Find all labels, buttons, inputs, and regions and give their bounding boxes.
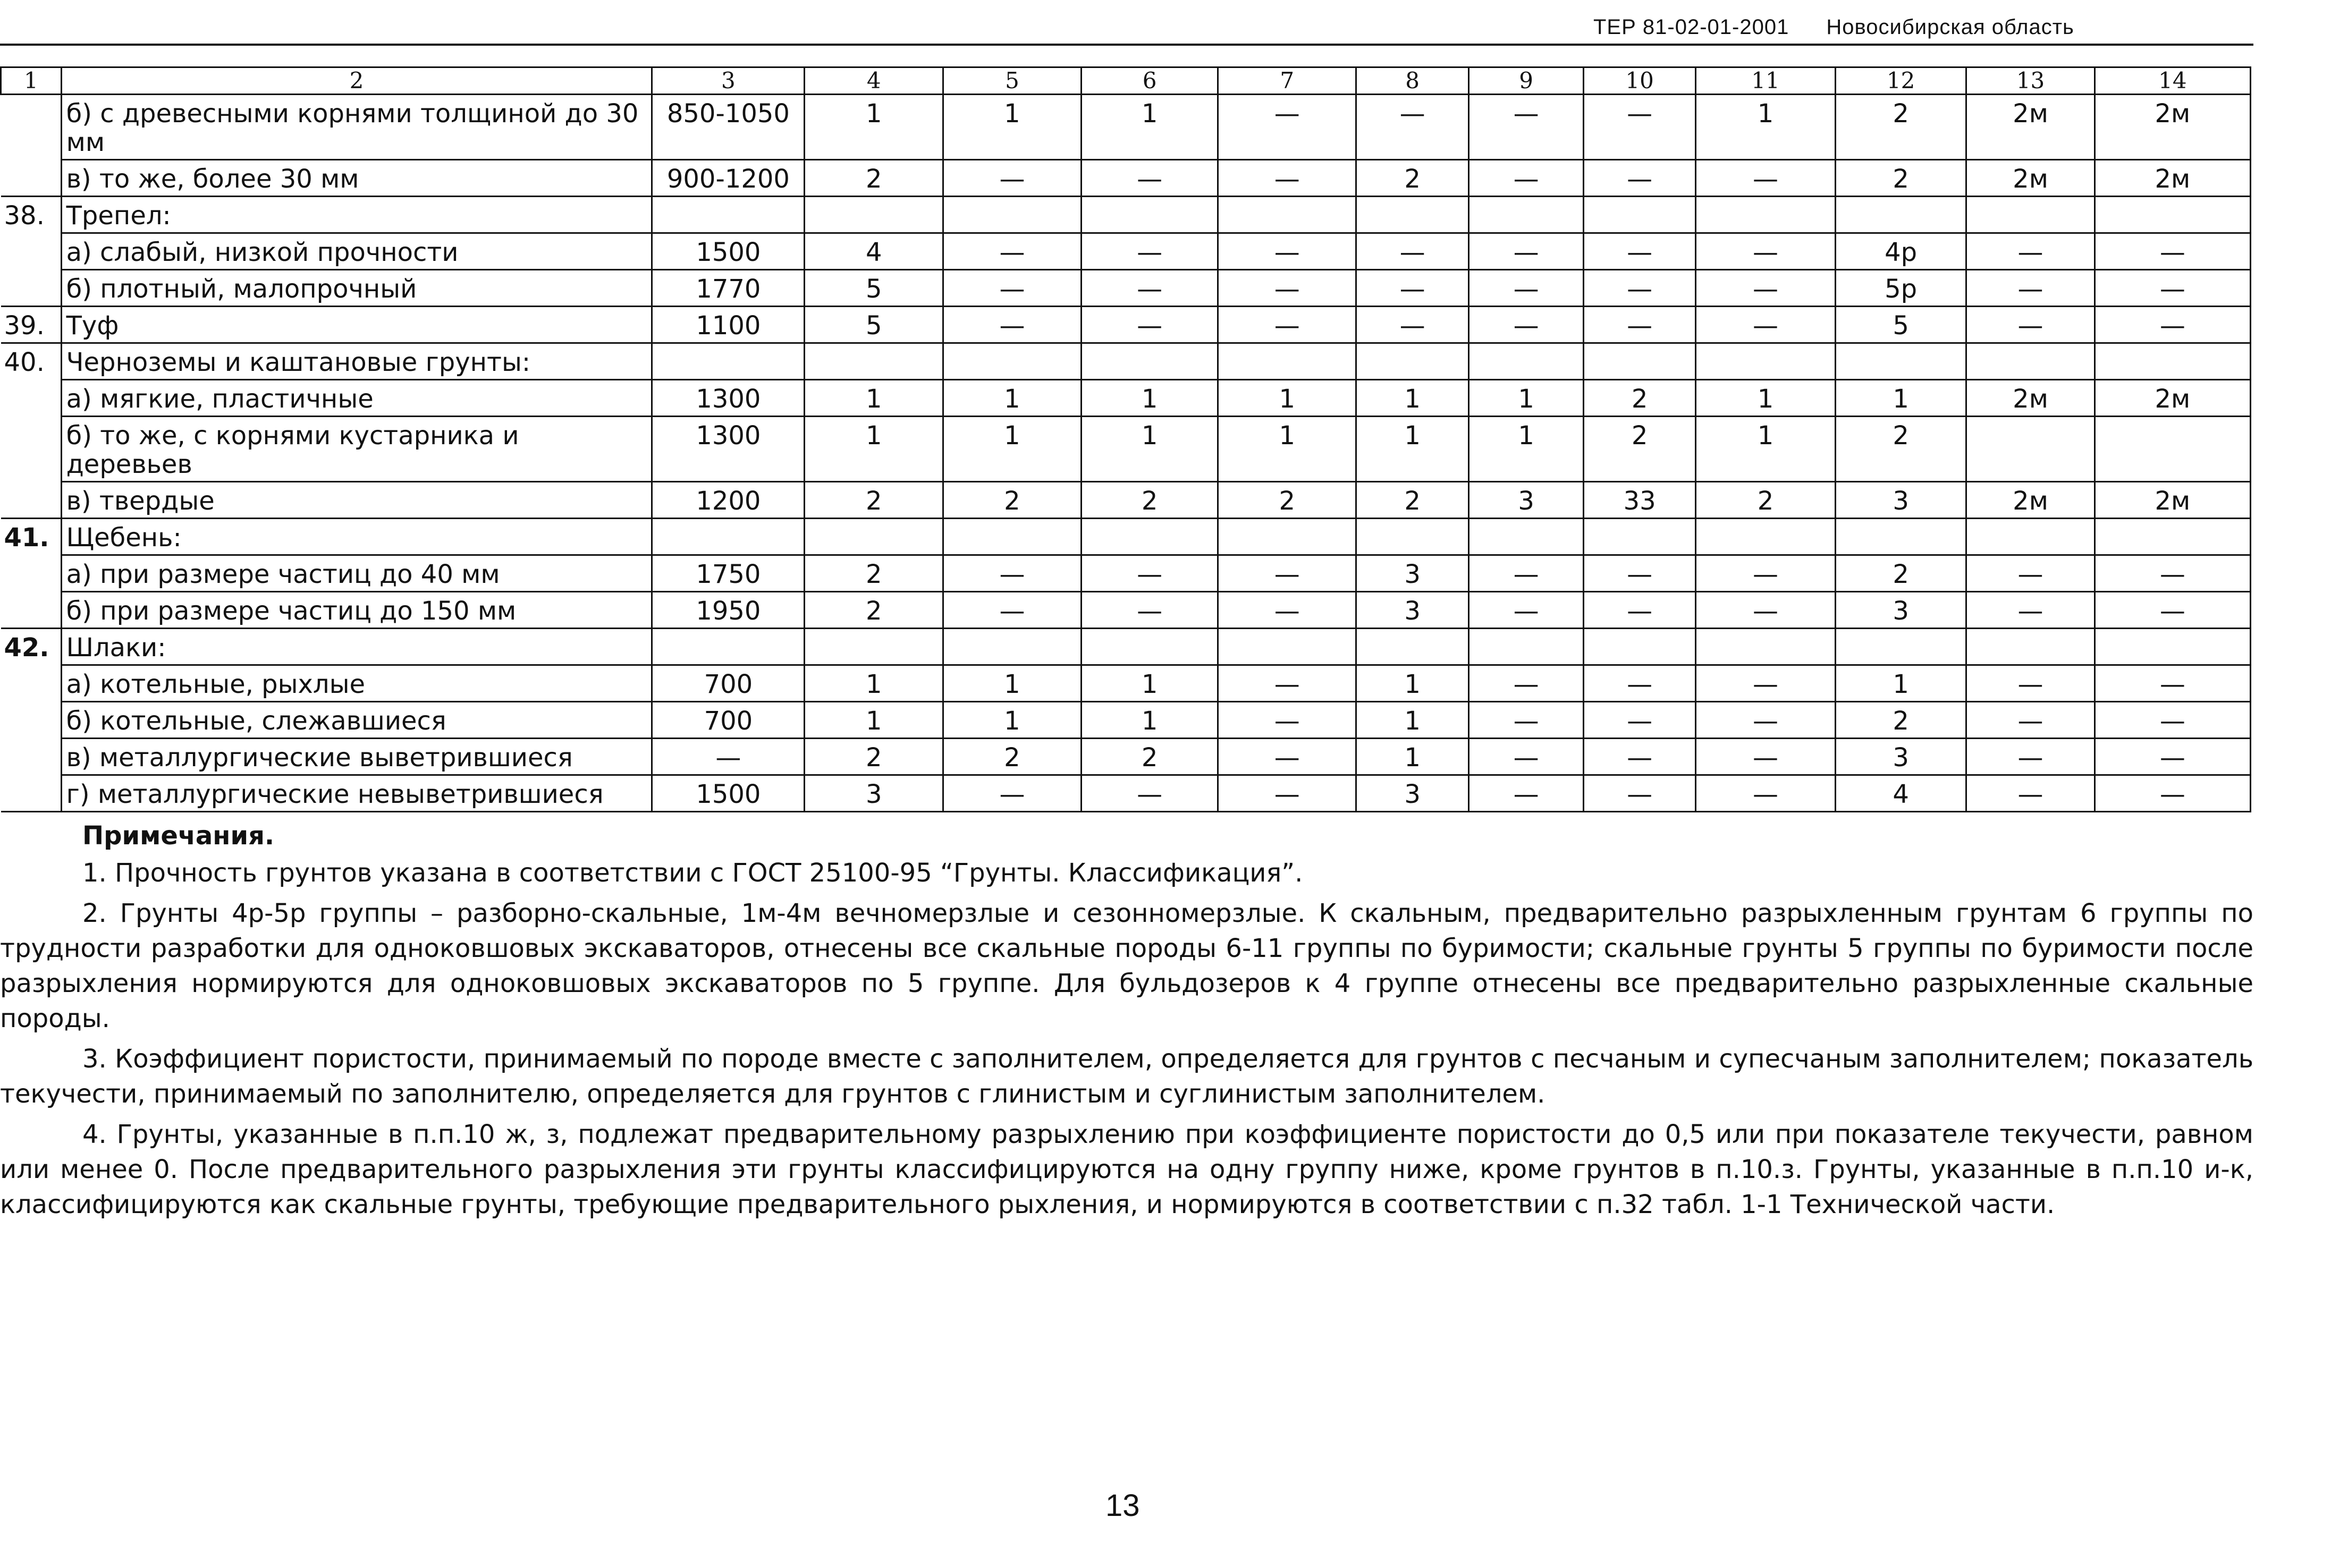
group-value-cell	[943, 629, 1082, 665]
group-value-cell: —	[1081, 555, 1218, 592]
group-value-cell: —	[1356, 270, 1469, 307]
group-value-cell	[1218, 519, 1356, 555]
group-value-cell: —	[2094, 775, 2250, 812]
group-value-cell: —	[1584, 555, 1696, 592]
group-value-cell: 1	[943, 380, 1082, 417]
note-paragraph: 2. Грунты 4р-5р группы – разборно-скальные, 1м-4м вечномерзлые и сезонномерзлые. К скальным, предварительно разрыхленным грунтам 6 группы по трудности разработки для одноковшовых экскаваторов, отнесены все скальные породы 6-11 группы по буримости; скальные грунты 5 группы по буримости после разрыхления нормируются для одноковшовых экскаваторов по 5 группе. Для бульдозеров к 4 группе отнесены все предварительно разрыхленные скальные породы.	[0, 899, 2253, 1033]
group-value-cell: 1	[805, 95, 943, 160]
group-value-cell: —	[1696, 233, 1836, 270]
group-value-cell: 2	[943, 739, 1082, 775]
group-value-cell	[1835, 519, 1966, 555]
density-cell: 1300	[652, 380, 805, 417]
group-value-cell: —	[1469, 307, 1584, 343]
column-number-cell: 1	[1, 67, 62, 95]
group-value-cell: 3	[1835, 592, 1966, 629]
group-value-cell: 2	[1081, 739, 1218, 775]
group-value-cell: 2м	[1966, 380, 2094, 417]
column-number-cell: 4	[805, 67, 943, 95]
document-code: ТЕР 81-02-01-2001	[1593, 15, 1789, 39]
item-number-cell: 42.	[1, 629, 62, 665]
density-cell: 1300	[652, 417, 805, 482]
group-value-cell: 2	[943, 482, 1082, 519]
item-number-cell	[1, 270, 62, 307]
item-number-cell: 39.	[1, 307, 62, 343]
group-value-cell: —	[1696, 307, 1836, 343]
group-value-cell: 1	[1696, 95, 1836, 160]
group-value-cell: 2	[1584, 380, 1696, 417]
item-number-cell	[1, 775, 62, 812]
column-number-row	[1, 67, 2251, 95]
group-value-cell: —	[2094, 555, 2250, 592]
column-number-cell: 2	[61, 67, 652, 95]
group-value-cell: 33	[1584, 482, 1696, 519]
table-row	[1, 307, 2251, 343]
group-value-cell: 1	[1081, 380, 1218, 417]
group-value-cell: —	[1696, 270, 1836, 307]
group-value-cell: 1	[1218, 417, 1356, 482]
item-number-cell	[1, 160, 62, 197]
group-value-cell	[2094, 197, 2250, 233]
soil-name-cell: б) то же, с корнями кустарника и деревьев	[61, 417, 652, 482]
column-number-cell: 13	[1966, 67, 2094, 95]
group-value-cell: —	[2094, 702, 2250, 739]
group-value-cell	[1584, 519, 1696, 555]
group-value-cell: 2	[1356, 160, 1469, 197]
soil-name-cell: Туф	[61, 307, 652, 343]
group-value-cell: 3	[1356, 592, 1469, 629]
group-value-cell: —	[1966, 270, 2094, 307]
group-value-cell: 1	[1835, 665, 1966, 702]
group-value-cell: —	[1584, 702, 1696, 739]
group-value-cell: 2м	[2094, 482, 2250, 519]
column-number-cell: 3	[652, 67, 805, 95]
group-value-cell: —	[1218, 95, 1356, 160]
table-row	[1, 482, 2251, 519]
table-row	[1, 519, 2251, 555]
group-value-cell: 5	[805, 270, 943, 307]
group-value-cell	[943, 519, 1082, 555]
group-value-cell: —	[1218, 775, 1356, 812]
group-value-cell: 2	[805, 592, 943, 629]
table-row	[1, 233, 2251, 270]
group-value-cell	[1081, 629, 1218, 665]
group-value-cell: 3	[1835, 482, 1966, 519]
group-value-cell: —	[943, 592, 1082, 629]
group-value-cell	[1584, 629, 1696, 665]
group-value-cell: 1	[805, 665, 943, 702]
soil-name-cell: б) плотный, малопрочный	[61, 270, 652, 307]
group-value-cell: —	[1218, 739, 1356, 775]
item-number-cell: 38.	[1, 197, 62, 233]
page-header	[1593, 9, 2252, 39]
group-value-cell: 5	[1835, 307, 1966, 343]
soil-name-cell: в) то же, более 30 мм	[61, 160, 652, 197]
group-value-cell: 1	[1356, 380, 1469, 417]
group-value-cell	[1696, 343, 1836, 380]
group-value-cell	[1966, 197, 2094, 233]
group-value-cell: 1	[943, 702, 1082, 739]
group-value-cell: 2	[1081, 482, 1218, 519]
group-value-cell: —	[943, 555, 1082, 592]
column-number-cell: 11	[1696, 67, 1836, 95]
group-value-cell: 5	[805, 307, 943, 343]
group-value-cell	[805, 343, 943, 380]
group-value-cell: 1	[1696, 417, 1836, 482]
group-value-cell: —	[943, 160, 1082, 197]
group-value-cell: 3	[1356, 775, 1469, 812]
group-value-cell: —	[1584, 270, 1696, 307]
group-value-cell: —	[1081, 775, 1218, 812]
table-row	[1, 702, 2251, 739]
soil-name-cell: б) котельные, слежавшиеся	[61, 702, 652, 739]
group-value-cell: 4	[1835, 775, 1966, 812]
group-value-cell	[1966, 629, 2094, 665]
group-value-cell	[2094, 343, 2250, 380]
group-value-cell: 1	[1218, 380, 1356, 417]
group-value-cell: —	[1081, 160, 1218, 197]
soil-name-cell: Щебень:	[61, 519, 652, 555]
group-value-cell: 1	[1696, 380, 1836, 417]
group-value-cell: 1	[1469, 380, 1584, 417]
group-value-cell	[1081, 343, 1218, 380]
soil-name-cell: г) металлургические невыветрившиеся	[61, 775, 652, 812]
group-value-cell: —	[1966, 739, 2094, 775]
density-cell: 700	[652, 665, 805, 702]
group-value-cell: 2	[805, 482, 943, 519]
group-value-cell: —	[1584, 775, 1696, 812]
table-row	[1, 270, 2251, 307]
group-value-cell	[805, 629, 943, 665]
group-value-cell: 1	[1356, 702, 1469, 739]
group-value-cell: —	[1966, 702, 2094, 739]
group-value-cell: —	[1966, 233, 2094, 270]
column-number-cell: 10	[1584, 67, 1696, 95]
soil-classification-table	[0, 66, 2251, 812]
group-value-cell	[1469, 197, 1584, 233]
group-value-cell	[1835, 197, 1966, 233]
page-number: 13	[1105, 1488, 1140, 1523]
item-number-cell	[1, 380, 62, 417]
group-value-cell: 1	[805, 417, 943, 482]
soil-name-cell: а) при размере частиц до 40 мм	[61, 555, 652, 592]
group-value-cell: —	[1081, 307, 1218, 343]
group-value-cell	[805, 197, 943, 233]
soil-name-cell: а) котельные, рыхлые	[61, 665, 652, 702]
group-value-cell: —	[1966, 307, 2094, 343]
table-row	[1, 417, 2251, 482]
column-number-cell: 9	[1469, 67, 1584, 95]
region-name: Новосибирская область	[1826, 15, 2074, 39]
group-value-cell: —	[1218, 702, 1356, 739]
group-value-cell: —	[2094, 665, 2250, 702]
group-value-cell: —	[1081, 233, 1218, 270]
soil-name-cell: б) с древесными корнями толщиной до 30 мм	[61, 95, 652, 160]
table-row	[1, 592, 2251, 629]
group-value-cell	[1469, 343, 1584, 380]
group-value-cell: —	[943, 270, 1082, 307]
column-number-cell: 14	[2094, 67, 2250, 95]
group-value-cell: 1	[943, 95, 1082, 160]
group-value-cell	[1218, 629, 1356, 665]
group-value-cell: 4	[805, 233, 943, 270]
density-cell: 900-1200	[652, 160, 805, 197]
group-value-cell: 1	[943, 665, 1082, 702]
notes-title: Примечания.	[82, 821, 275, 851]
group-value-cell: 2	[1835, 160, 1966, 197]
group-value-cell: 1	[1081, 417, 1218, 482]
group-value-cell	[1081, 197, 1218, 233]
group-value-cell	[1356, 197, 1469, 233]
group-value-cell	[1835, 629, 1966, 665]
group-value-cell: —	[1356, 233, 1469, 270]
group-value-cell: —	[1584, 95, 1696, 160]
note-paragraph: 1. Прочность грунтов указана в соответствии с ГОСТ 25100-95 “Грунты. Классификация”.	[82, 858, 1303, 888]
density-cell: 1500	[652, 233, 805, 270]
column-number-cell: 8	[1356, 67, 1469, 95]
item-number-cell	[1, 233, 62, 270]
item-number-cell	[1, 592, 62, 629]
item-number-cell	[1, 702, 62, 739]
group-value-cell: —	[2094, 592, 2250, 629]
group-value-cell: —	[2094, 307, 2250, 343]
group-value-cell: —	[1584, 739, 1696, 775]
group-value-cell: 2м	[1966, 160, 2094, 197]
group-value-cell	[1696, 519, 1836, 555]
group-value-cell: 3	[1469, 482, 1584, 519]
group-value-cell: —	[1469, 665, 1584, 702]
soil-name-cell: Черноземы и каштановые грунты:	[61, 343, 652, 380]
density-cell: 700	[652, 702, 805, 739]
group-value-cell	[1356, 343, 1469, 380]
table-row	[1, 95, 2251, 160]
density-cell: 1770	[652, 270, 805, 307]
group-value-cell	[1218, 197, 1356, 233]
group-value-cell: —	[1469, 95, 1584, 160]
density-cell: 850-1050	[652, 95, 805, 160]
group-value-cell	[1356, 629, 1469, 665]
group-value-cell	[1218, 343, 1356, 380]
group-value-cell: —	[1584, 592, 1696, 629]
column-number-cell: 7	[1218, 67, 1356, 95]
group-value-cell	[943, 197, 1082, 233]
group-value-cell	[1696, 197, 1836, 233]
group-value-cell: —	[1218, 307, 1356, 343]
group-value-cell	[2094, 629, 2250, 665]
group-value-cell: —	[1696, 555, 1836, 592]
group-value-cell: —	[1218, 160, 1356, 197]
group-value-cell: 1	[1081, 95, 1218, 160]
group-value-cell: —	[1469, 702, 1584, 739]
group-value-cell: —	[1584, 233, 1696, 270]
group-value-cell: —	[1469, 739, 1584, 775]
group-value-cell	[1081, 519, 1218, 555]
group-value-cell: 3	[1835, 739, 1966, 775]
group-value-cell	[1584, 197, 1696, 233]
density-cell: —	[652, 739, 805, 775]
group-value-cell	[1966, 417, 2094, 482]
density-cell	[652, 519, 805, 555]
group-value-cell: —	[1081, 592, 1218, 629]
group-value-cell: —	[943, 775, 1082, 812]
group-value-cell: 2	[1835, 417, 1966, 482]
group-value-cell: —	[2094, 739, 2250, 775]
density-cell: 1750	[652, 555, 805, 592]
soil-name-cell: б) при размере частиц до 150 мм	[61, 592, 652, 629]
group-value-cell	[1966, 343, 2094, 380]
group-value-cell: —	[1218, 555, 1356, 592]
item-number-cell	[1, 555, 62, 592]
group-value-cell: —	[1696, 702, 1836, 739]
table-row	[1, 775, 2251, 812]
group-value-cell: 2	[1835, 702, 1966, 739]
group-value-cell	[1835, 343, 1966, 380]
group-value-cell: —	[1469, 555, 1584, 592]
group-value-cell: 2	[1835, 95, 1966, 160]
group-value-cell: 1	[1356, 665, 1469, 702]
item-number-cell	[1, 739, 62, 775]
group-value-cell: —	[1218, 270, 1356, 307]
group-value-cell: 2	[1835, 555, 1966, 592]
group-value-cell: 2	[1356, 482, 1469, 519]
item-number-cell: 41.	[1, 519, 62, 555]
group-value-cell: 2м	[1966, 95, 2094, 160]
group-value-cell: 2	[1696, 482, 1836, 519]
group-value-cell: 1	[1081, 702, 1218, 739]
soil-name-cell: Шлаки:	[61, 629, 652, 665]
group-value-cell: 5р	[1835, 270, 1966, 307]
group-value-cell: 2	[805, 160, 943, 197]
group-value-cell: —	[2094, 270, 2250, 307]
group-value-cell	[1469, 519, 1584, 555]
group-value-cell: 1	[1469, 417, 1584, 482]
group-value-cell: —	[943, 233, 1082, 270]
density-cell: 1200	[652, 482, 805, 519]
density-cell	[652, 197, 805, 233]
group-value-cell	[1966, 519, 2094, 555]
soil-name-cell: Трепел:	[61, 197, 652, 233]
group-value-cell: 2	[805, 555, 943, 592]
table-row	[1, 380, 2251, 417]
group-value-cell	[2094, 417, 2250, 482]
table-row	[1, 555, 2251, 592]
group-value-cell: 1	[1356, 739, 1469, 775]
group-value-cell: 4р	[1835, 233, 1966, 270]
group-value-cell: —	[1696, 739, 1836, 775]
column-number-cell: 6	[1081, 67, 1218, 95]
table-row	[1, 160, 2251, 197]
group-value-cell: —	[1696, 160, 1836, 197]
soil-name-cell: в) металлургические выветрившиеся	[61, 739, 652, 775]
group-value-cell: 3	[1356, 555, 1469, 592]
table-row	[1, 665, 2251, 702]
group-value-cell: —	[1696, 775, 1836, 812]
header-rule	[0, 44, 2253, 46]
group-value-cell: —	[1356, 95, 1469, 160]
notes-section	[0, 818, 2253, 1227]
group-value-cell: —	[1218, 665, 1356, 702]
group-value-cell: —	[943, 307, 1082, 343]
group-value-cell: 2м	[2094, 95, 2250, 160]
group-value-cell: 1	[943, 417, 1082, 482]
group-value-cell	[943, 343, 1082, 380]
group-value-cell: —	[2094, 233, 2250, 270]
group-value-cell	[1469, 629, 1584, 665]
group-value-cell: 1	[1356, 417, 1469, 482]
density-cell: 1950	[652, 592, 805, 629]
table-row	[1, 629, 2251, 665]
group-value-cell: 1	[805, 702, 943, 739]
group-value-cell	[1584, 343, 1696, 380]
density-cell	[652, 343, 805, 380]
group-value-cell	[1696, 629, 1836, 665]
density-cell: 1100	[652, 307, 805, 343]
group-value-cell: 1	[1081, 665, 1218, 702]
group-value-cell: 1	[805, 380, 943, 417]
soil-name-cell: а) слабый, низкой прочности	[61, 233, 652, 270]
group-value-cell: 2	[805, 739, 943, 775]
table-row	[1, 343, 2251, 380]
group-value-cell: —	[1966, 592, 2094, 629]
column-number-cell: 5	[943, 67, 1082, 95]
group-value-cell: —	[1469, 270, 1584, 307]
group-value-cell: 1	[1835, 380, 1966, 417]
item-number-cell	[1, 482, 62, 519]
group-value-cell: —	[1966, 665, 2094, 702]
group-value-cell: 2м	[2094, 160, 2250, 197]
group-value-cell	[1356, 519, 1469, 555]
group-value-cell: —	[1469, 233, 1584, 270]
group-value-cell: —	[1469, 160, 1584, 197]
group-value-cell: —	[1218, 592, 1356, 629]
group-value-cell: —	[1218, 233, 1356, 270]
group-value-cell: —	[1469, 775, 1584, 812]
group-value-cell: —	[1356, 307, 1469, 343]
item-number-cell: 40.	[1, 343, 62, 380]
note-paragraph: 4. Грунты, указанные в п.п.10 ж, з, подлежат предварительному разрыхлению при коэффициенте пористости до 0,5 или при показателе текучести, равном или менее 0. После предварительного разрыхления эти грунты классифицируются на одну группу ниже, кроме грунтов в п.10.з. Грунты, указанные в п.п.10 и-к, классифицируются как скальные грунты, требующие предварительного рыхления, и нормируются в соответствии с п.32 табл. 1-1 Технической части.	[0, 1120, 2253, 1219]
soil-name-cell: а) мягкие, пластичные	[61, 380, 652, 417]
group-value-cell: 2	[1218, 482, 1356, 519]
group-value-cell: 2	[1584, 417, 1696, 482]
table-row	[1, 197, 2251, 233]
group-value-cell: —	[1469, 592, 1584, 629]
group-value-cell: —	[1584, 160, 1696, 197]
item-number-cell	[1, 95, 62, 160]
group-value-cell: —	[1966, 555, 2094, 592]
density-cell	[652, 629, 805, 665]
column-number-cell: 12	[1835, 67, 1966, 95]
group-value-cell: —	[1966, 775, 2094, 812]
table-row	[1, 739, 2251, 775]
soil-name-cell: в) твердые	[61, 482, 652, 519]
group-value-cell	[2094, 519, 2250, 555]
group-value-cell: —	[1584, 307, 1696, 343]
item-number-cell	[1, 665, 62, 702]
density-cell: 1500	[652, 775, 805, 812]
group-value-cell: —	[1696, 592, 1836, 629]
group-value-cell: 2м	[1966, 482, 2094, 519]
group-value-cell: —	[1696, 665, 1836, 702]
item-number-cell	[1, 417, 62, 482]
group-value-cell: 2м	[2094, 380, 2250, 417]
group-value-cell: 3	[805, 775, 943, 812]
group-value-cell: —	[1081, 270, 1218, 307]
note-paragraph: 3. Коэффициент пористости, принимаемый по породе вместе с заполнителем, определяется для грунтов с песчаным и супесчаным заполнителем; показатель текучести, принимаемый по заполнителю, определяется для грунтов с глинистым и суглинистым заполнителем.	[0, 1044, 2253, 1109]
group-value-cell	[805, 519, 943, 555]
group-value-cell: —	[1584, 665, 1696, 702]
